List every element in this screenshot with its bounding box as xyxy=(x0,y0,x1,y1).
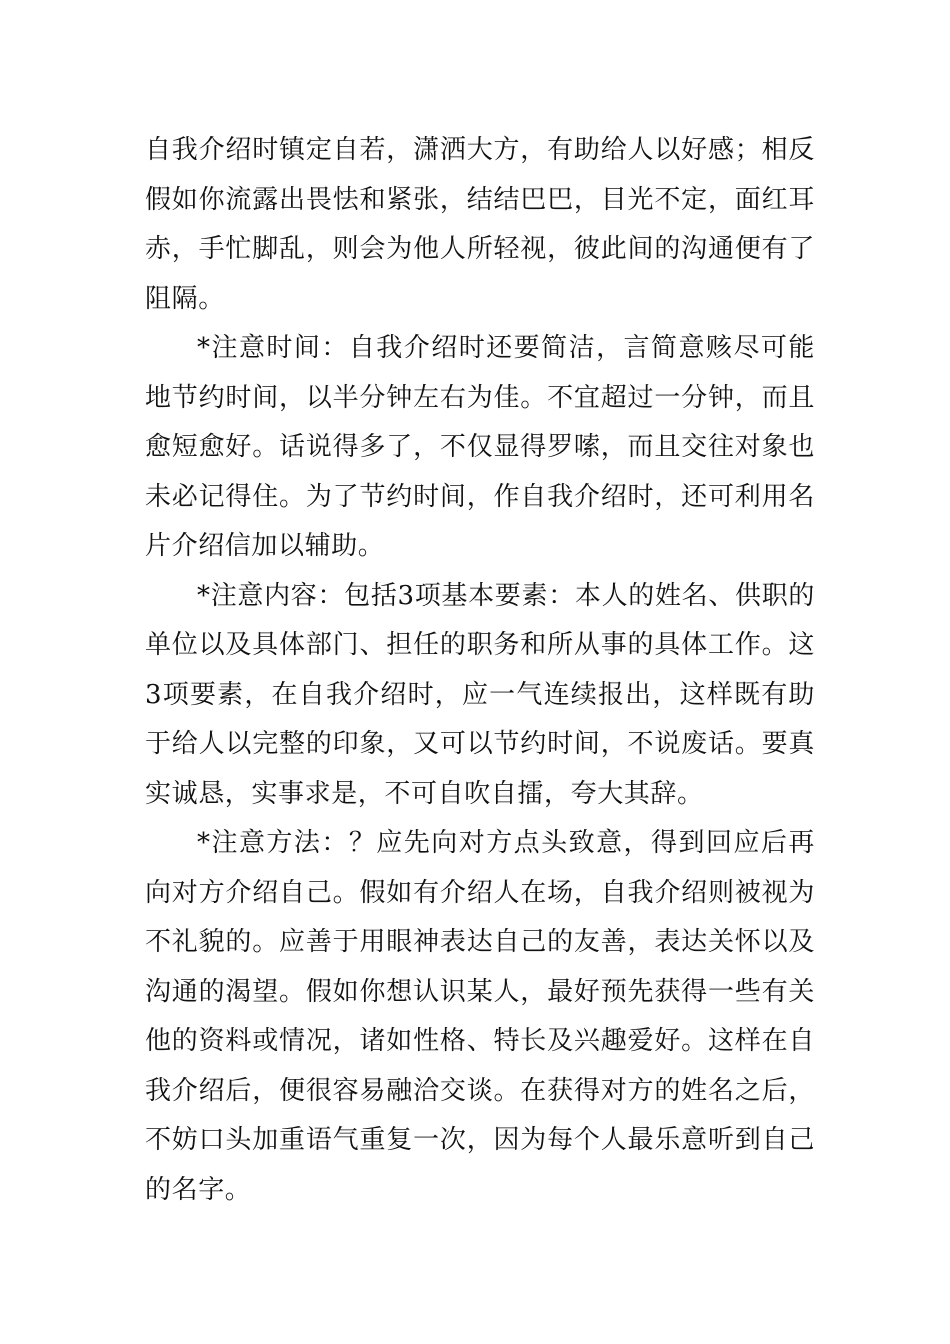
paragraph-composure: 自我介绍时镇定自若，潇洒大方，有助给人以好感；相反假如你流露出畏怯和紧张，结结巴巴，目光不定，面红耳赤，手忙脚乱，则会为他人所轻视，彼此间的沟通便有了阻隔。 xyxy=(145,135,815,314)
paragraph-method: *注意方法：？应先向对方点头致意，得到回应后再向对方介绍自己。假如有介绍人在场，自我介绍则被视为不礼貌的。应善于用眼神表达自己的友善，表达关怀以及沟通的渴望。假如你想认识某人，最好预先获得一些有关他的资料或情况，诸如性格、特长及兴趣爱好。这样在自我介绍后，便很容易融洽交谈。在获得对方的姓名之后，不妨口头加重语气重复一次，因为每个人最乐意听到自己的名字。 xyxy=(145,828,815,1205)
paragraph-content: *注意内容：包括3项基本要素：本人的姓名、供职的单位以及具体部门、担任的职务和所从事的具体工作。这3项要素，在自我介绍时，应一气连续报出，这样既有助于给人以完整的印象，又可以节约时间，不说废话。要真实诚恳，实事求是，不可自吹自擂，夸大其辞。 xyxy=(145,580,815,809)
paragraph-time: *注意时间：自我介绍时还要简洁，言简意赅尽可能地节约时间，以半分钟左右为佳。不宜超过一分钟，而且愈短愈好。话说得多了，不仅显得罗嗦，而且交往对象也未必记得住。为了节约时间，作自我介绍时，还可利用名片介绍信加以辅助。 xyxy=(145,333,815,561)
document-body xyxy=(145,126,815,1215)
